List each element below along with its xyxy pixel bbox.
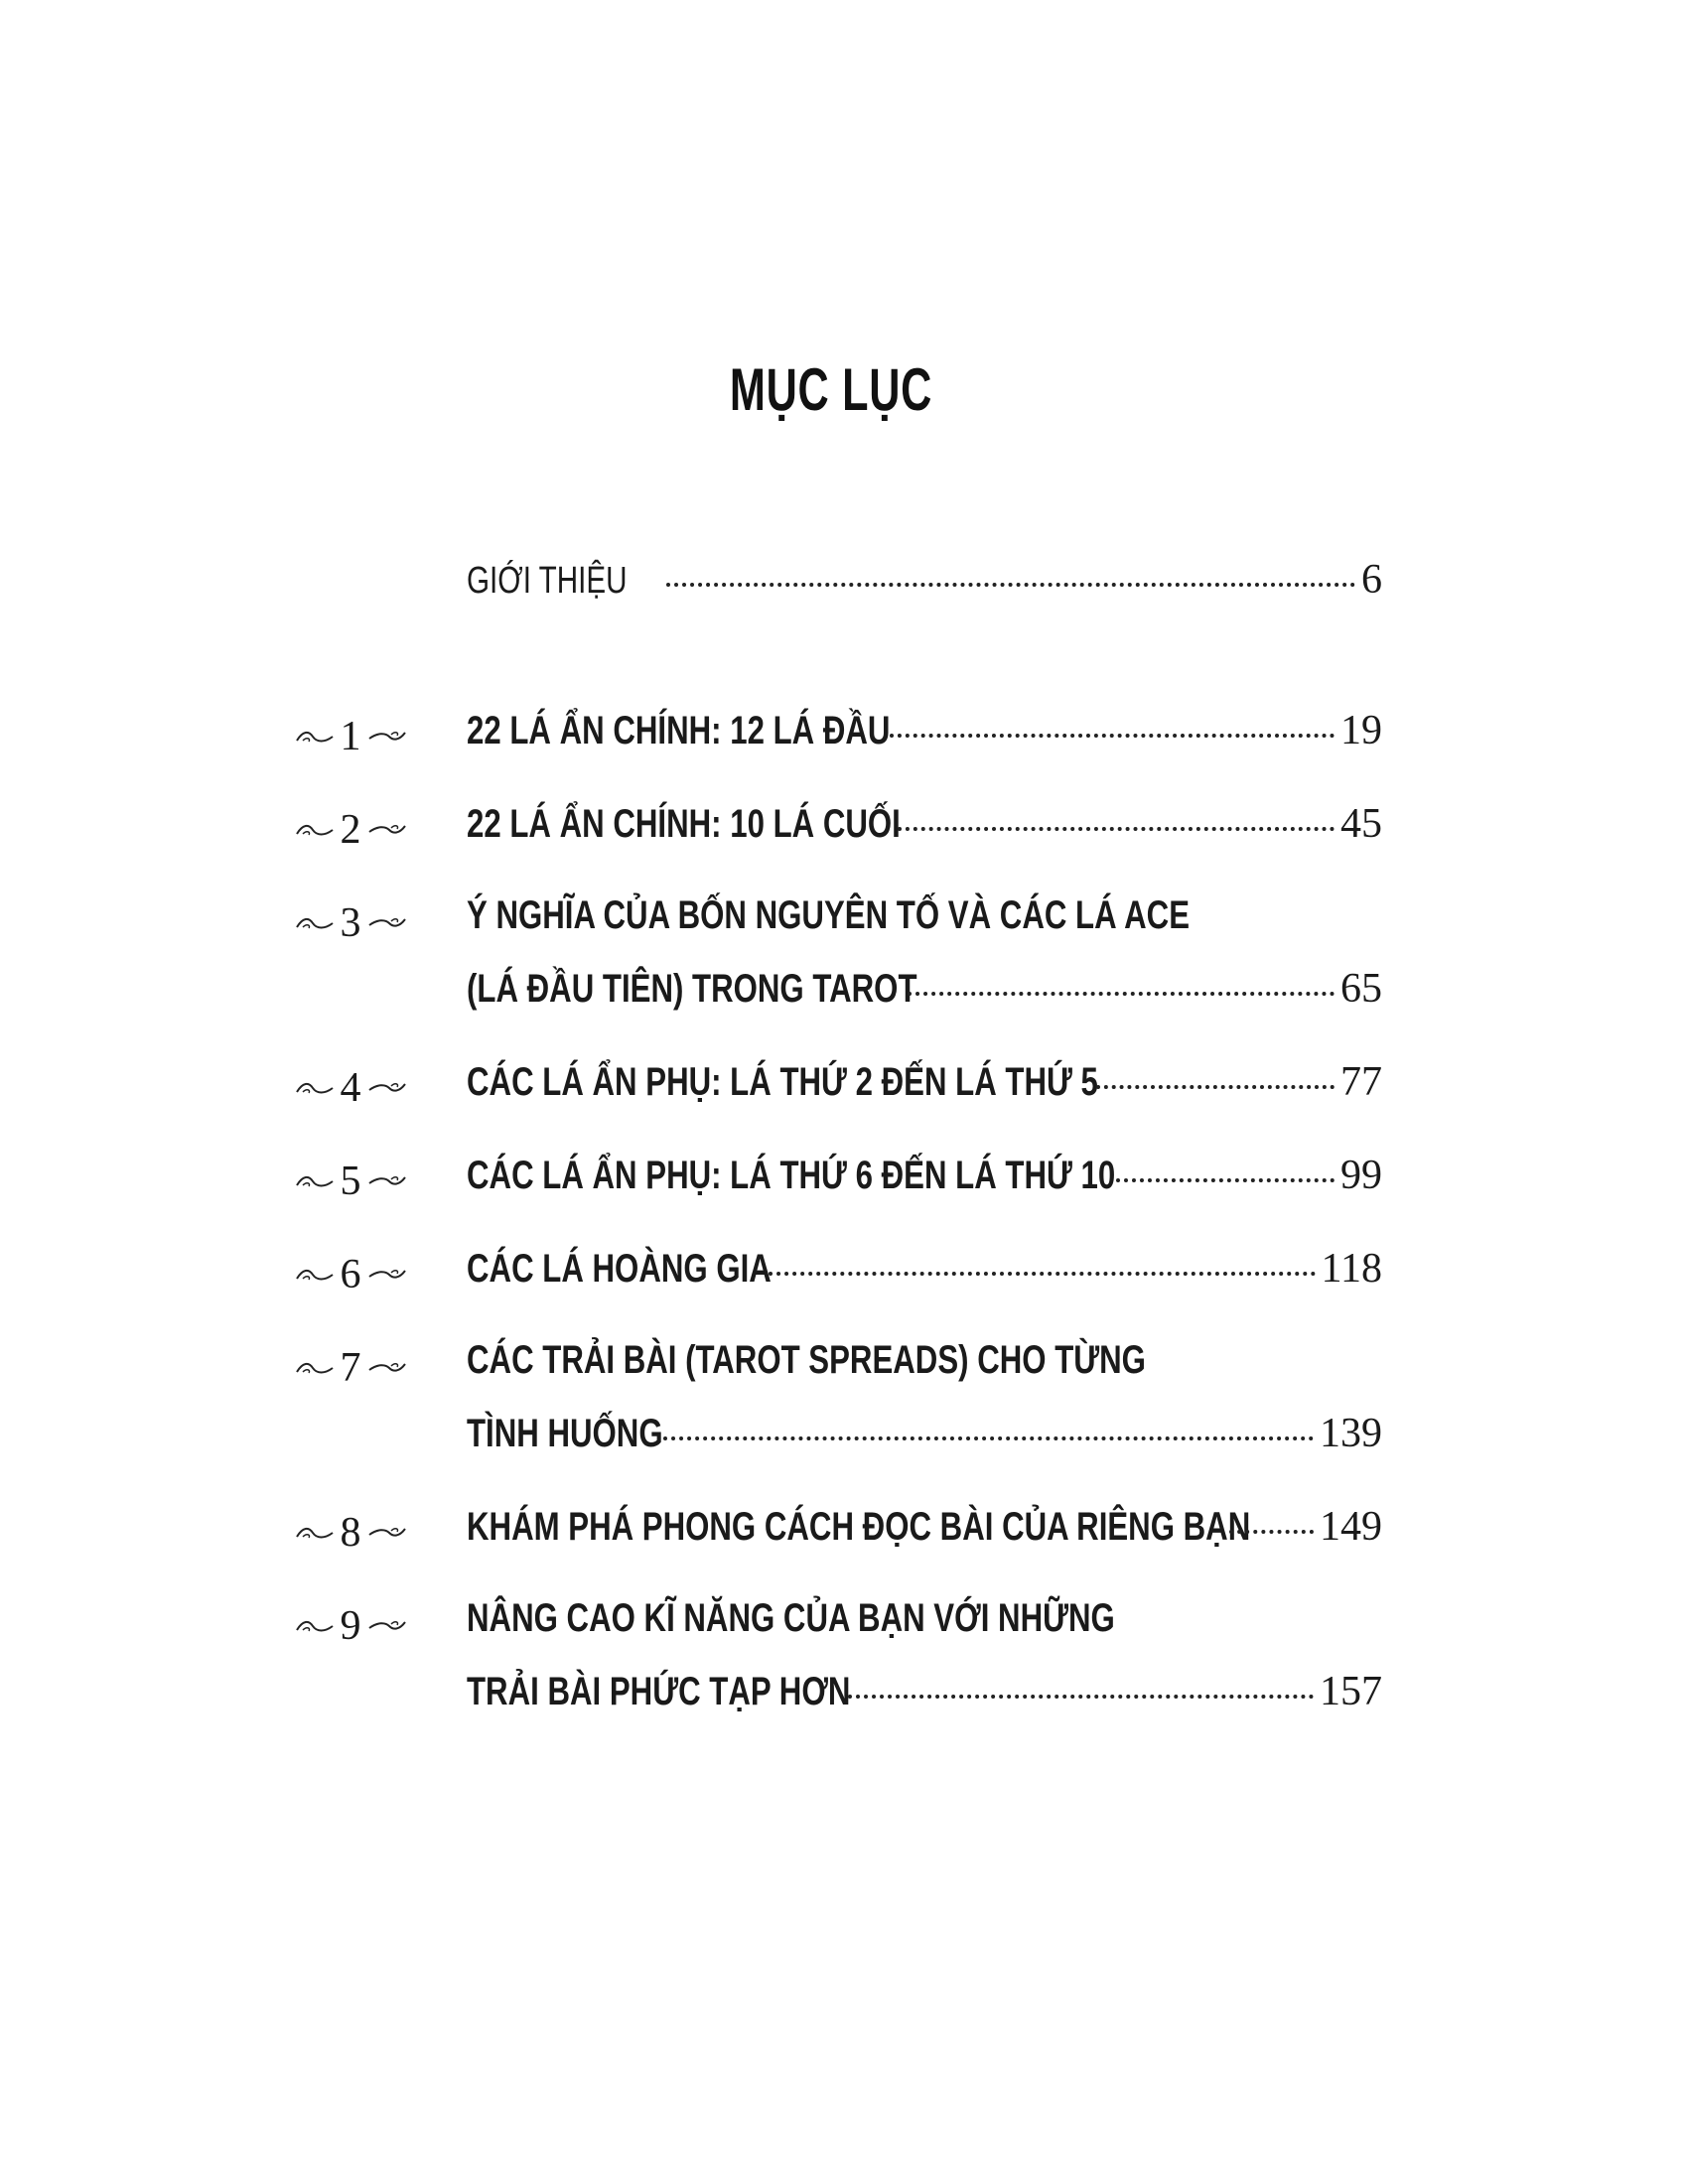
dot-leader [908,992,1335,996]
toc-page-number: 157 [1320,1669,1382,1714]
dot-leader [666,583,1355,587]
toc-page-number: 45 [1340,801,1382,847]
chapter-number: 3 [340,900,361,946]
chapter-marker-6 [276,1245,425,1304]
dot-leader [848,1695,1314,1699]
toc-entry-chapter-8[interactable] [467,1503,1382,1563]
left-swash-icon [295,913,335,933]
toc-entry-text: GIỚI THIỆU [467,560,628,602]
toc-entry-text: (LÁ ĐẦU TIÊN) TRONG TAROT [467,967,917,1011]
dot-leader [663,1436,1314,1440]
left-swash-icon [295,727,335,747]
toc-entry-chapter-9-line-2[interactable] [467,1668,1382,1727]
chapter-number: 8 [340,1510,361,1556]
right-swash-icon [367,913,407,933]
right-swash-icon [367,1171,407,1191]
chapter-marker-9 [276,1596,425,1656]
chapter-marker-3 [276,893,425,953]
dot-leader [1116,1178,1335,1182]
toc-page-number: 118 [1321,1246,1382,1292]
left-swash-icon [295,1265,335,1285]
toc-entry-chapter-9-line-1[interactable] [467,1596,1382,1656]
dot-leader [1229,1530,1314,1534]
toc-page-number: 149 [1320,1504,1382,1550]
toc-entry-text: Ý NGHĨA CỦA BỐN NGUYÊN TỐ VÀ CÁC LÁ ACE [467,893,1191,937]
right-swash-icon [367,727,407,747]
right-swash-icon [367,820,407,840]
toc-page-number: 65 [1340,966,1382,1012]
left-swash-icon [295,1171,335,1191]
toc-page-number: 19 [1340,708,1382,753]
right-swash-icon [367,1523,407,1543]
toc-entry-chapter-6[interactable] [467,1245,1382,1304]
toc-entry-text: NÂNG CAO KĨ NĂNG CỦA BẠN VỚI NHỮNG [467,1596,1115,1640]
toc-page-number: 99 [1340,1153,1382,1198]
dot-leader [1096,1085,1335,1089]
dot-leader [898,827,1335,831]
chapter-number: 5 [340,1159,361,1204]
toc-entry-chapter-4[interactable] [467,1058,1382,1118]
toc-entry-chapter-3-line-2[interactable] [467,965,1382,1024]
chapter-number: 9 [340,1603,361,1649]
right-swash-icon [367,1078,407,1098]
toc-entry-text: CÁC LÁ ẨN PHỤ: LÁ THỨ 2 ĐẾN LÁ THỨ 5 [467,1060,1098,1104]
toc-entry-text: TÌNH HUỐNG [467,1412,663,1455]
dot-leader [890,734,1335,738]
toc-entry-text: CÁC LÁ HOÀNG GIA [467,1247,772,1291]
left-swash-icon [295,1358,335,1378]
right-swash-icon [367,1616,407,1636]
toc-entry-chapter-5[interactable] [467,1152,1382,1211]
right-swash-icon [367,1265,407,1285]
chapter-marker-4 [276,1058,425,1118]
chapter-number: 1 [340,714,361,759]
chapter-marker-8 [276,1503,425,1563]
toc-page-number: 6 [1361,557,1382,603]
toc-entry-chapter-3-line-1[interactable] [467,893,1382,953]
chapter-marker-5 [276,1152,425,1211]
chapter-number: 2 [340,807,361,853]
left-swash-icon [295,1078,335,1098]
toc-entry-text: 22 LÁ ẨN CHÍNH: 12 LÁ ĐẦU [467,709,891,752]
chapter-marker-7 [276,1338,425,1398]
toc-entry-chapter-2[interactable] [467,800,1382,860]
toc-entry-text: TRẢI BÀI PHỨC TẠP HƠN [467,1670,851,1713]
left-swash-icon [295,820,335,840]
chapter-number: 7 [340,1345,361,1391]
chapter-marker-2 [276,800,425,860]
left-swash-icon [295,1616,335,1636]
toc-entry-text: CÁC TRẢI BÀI (TAROT SPREADS) CHO TỪNG [467,1338,1146,1382]
toc-page-number: 77 [1340,1059,1382,1105]
toc-page-number: 139 [1320,1411,1382,1456]
chapter-number: 6 [340,1252,361,1297]
chapter-number: 4 [340,1065,361,1111]
toc-entry-text: CÁC LÁ ẨN PHỤ: LÁ THỨ 6 ĐẾN LÁ THỨ 10 [467,1154,1116,1197]
chapter-marker-1 [276,707,425,766]
toc-entry-chapter-7-line-2[interactable] [467,1410,1382,1469]
page-title: MỤC LỤC [729,356,933,423]
dot-leader [769,1272,1316,1276]
toc-entry-chapter-7-line-1[interactable] [467,1338,1382,1398]
toc-entry-text: KHÁM PHÁ PHONG CÁCH ĐỌC BÀI CỦA RIÊNG BẠN [467,1505,1251,1549]
left-swash-icon [295,1523,335,1543]
toc-entry-intro[interactable] [467,556,1382,615]
toc-entry-text: 22 LÁ ẨN CHÍNH: 10 LÁ CUỐI [467,802,901,846]
toc-entry-chapter-1[interactable] [467,707,1382,766]
right-swash-icon [367,1358,407,1378]
